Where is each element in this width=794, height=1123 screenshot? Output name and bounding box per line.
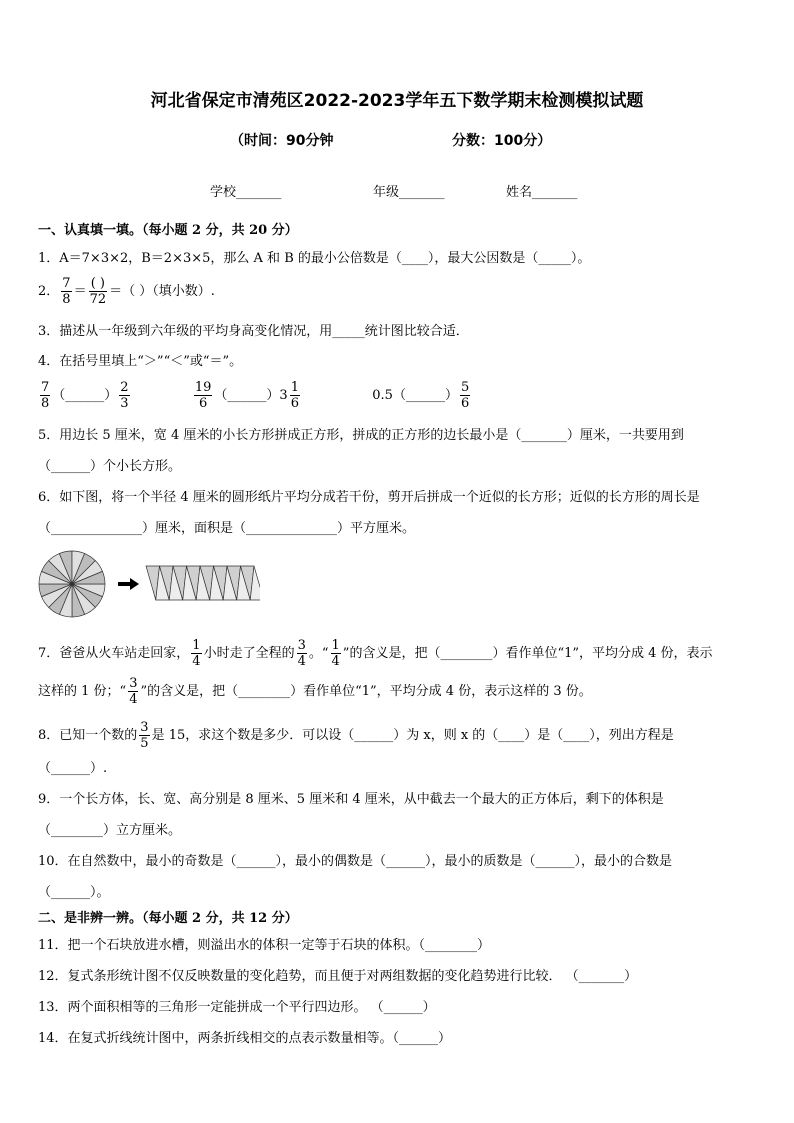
page-title: 河北省保定市清苑区2022-2023学年五下数学期末检测模拟试题 (150, 91, 644, 111)
exam-time: （时间：90分钟 (230, 133, 334, 149)
answer-blank[interactable]: （______） (52, 388, 118, 403)
question-3: 3．描述从一年级到六年级的平均身高变化情况，用_____统计图比较合适． (38, 324, 469, 339)
exam-score: 分数：100分） (452, 133, 552, 149)
question-6-cont: （______________）厘米，面积是（______________）平方厘米。 (38, 521, 416, 536)
name-field[interactable]: 姓名_______ (506, 185, 578, 200)
section-2-heading: 二、是非辨一辨。（每小题 2 分，共 12 分） (38, 911, 298, 926)
section-1-heading: 一、认真填一填。（每小题 2 分，共 20 分） (38, 223, 298, 238)
question-11: 11．把一个石块放进水槽，则溢出水的体积一定等于石块的体积。（________） (38, 938, 491, 953)
question-12: 12．复式条形统计图不仅反映数量的变化趋势，而且便于对两组数据的变化趋势进行比较． （_______） (38, 969, 638, 984)
question-6: 6．如下图，将一个半径 4 厘米的圆形纸片平均分成若干份，剪开后拼成一个近似的长方形；近似的长方形的周长是 (38, 490, 700, 505)
question-7-cont: 这样的 1 份；“ $\frac{3}{4}$ ”的含义是，把（________）看作单位“1”，平均分成 4 份，表示这样的 3 份。 (38, 676, 592, 707)
question-4: 4．在括号里填上“＞”“＜”或“＝”。 (38, 354, 243, 369)
circle-to-rectangle-figure (36, 548, 260, 624)
question-1: 1．A＝7×3×2，B＝2×3×5，那么 A 和 B 的最小公倍数是（____），最大公因数是（_____）。 (38, 251, 591, 266)
right-arrow-icon (118, 578, 139, 590)
question-10-cont: （______）。 (38, 885, 110, 900)
answer-blank[interactable]: （______） (392, 388, 458, 403)
strip-rectangle (146, 566, 260, 600)
question-14: 14．在复式折线统计图中，两条折线相交的点表示数量相等。（______） (38, 1031, 452, 1046)
question-10: 10．在自然数中，最小的奇数是（______），最小的偶数是（______），最小的质数是（______），最小的合数是 (38, 854, 673, 869)
question-8-cont: （______）. (38, 761, 108, 776)
school-field[interactable]: 学校_______ (210, 185, 282, 200)
question-8: 8．已知一个数的 $\frac{3}{5}$ 是 15，求这个数是多少．可以设（______）为 x，则 x 的（____）是（____），列出方程是 (38, 720, 674, 751)
question-4-comparisons: $\frac{7}{8}$ （______） $\frac{2}{3}$ $\frac{19}{6}$ （______）3 $\frac{1}{6}$ 0.5（______） $\frac{5}{6}$ (41, 380, 470, 411)
sector-circle (39, 551, 105, 617)
answer-blank[interactable]: （______） (214, 388, 280, 403)
question-9-cont: （________）立方厘米。 (38, 823, 182, 838)
question-7: 7．爸爸从火车站走回家， $\frac{1}{4}$ 小时走了全程的 $\frac{3}{4}$ 。“ $\frac{1}{4}$ ”的含义是，把（________）看作单位“1”，平均分成 4 份，表示 (38, 638, 713, 669)
fraction: $\frac{7}{8}$ (62, 276, 71, 307)
fraction: $\frac{( )}{72}$ (89, 276, 107, 307)
question-5: 5．用边长 5 厘米，宽 4 厘米的小长方形拼成正方形，拼成的正方形的边长最小是（_______）厘米，一共要用到 (38, 428, 684, 443)
question-9: 9．一个长方体，长、宽、高分别是 8 厘米、5 厘米和 4 厘米，从中截去一个最大的正方体后，剩下的体积是 (38, 792, 664, 807)
question-5-cont: （______）个小长方形。 (38, 459, 182, 474)
grade-field[interactable]: 年级_______ (373, 185, 445, 200)
question-2: 2． $\frac{7}{8}$ ＝ $\frac{( )}{72}$ ＝（ ）（填小数）. (38, 276, 215, 307)
question-13: 13．两个面积相等的三角形一定能拼成一个平行四边形。 （______） (38, 1000, 436, 1015)
